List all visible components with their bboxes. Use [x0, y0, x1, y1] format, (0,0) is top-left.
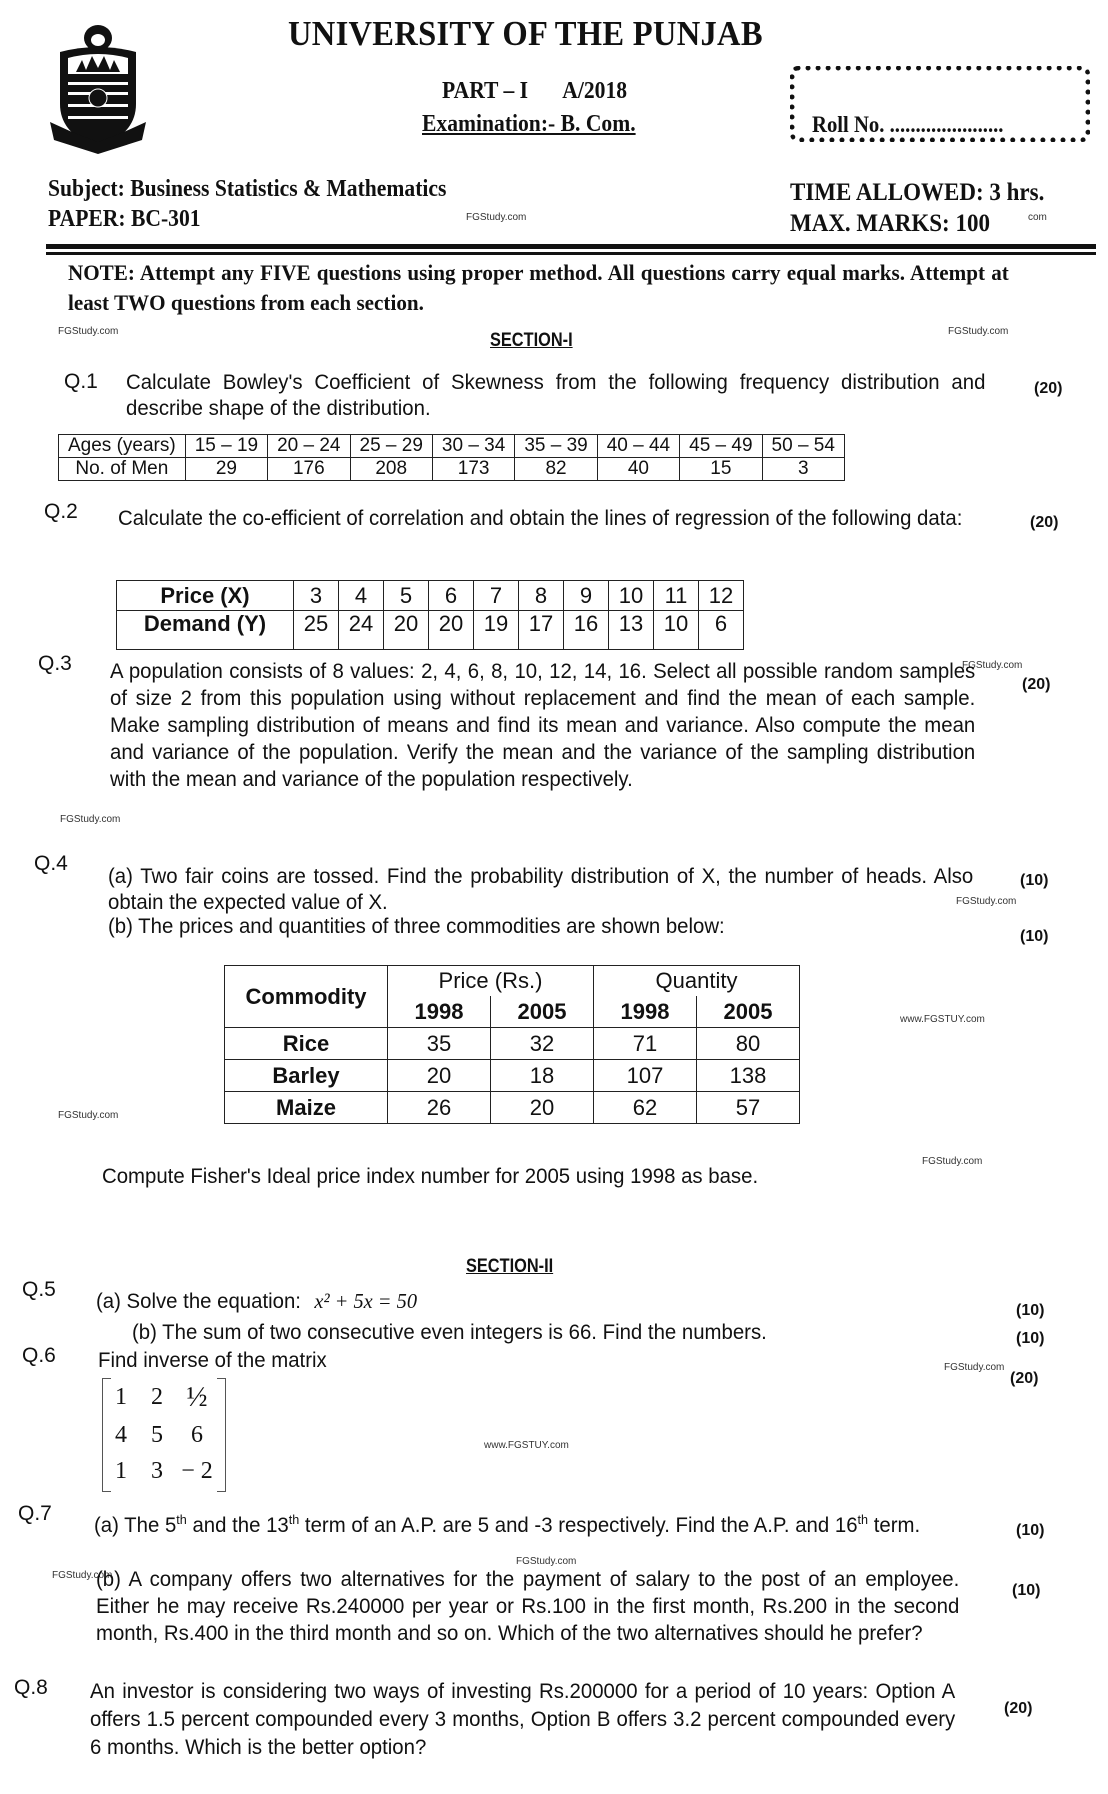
- part-label: PART – I: [442, 78, 529, 104]
- column-header: 2005: [491, 996, 594, 1028]
- column-header: Quantity: [594, 966, 800, 997]
- matrix-cell: 2: [151, 1384, 163, 1410]
- question-2-text: Calculate the co-efficient of correlation and obtain the lines of regression of the following data:: [118, 507, 963, 530]
- column-header: 1998: [594, 996, 697, 1028]
- table-row: [225, 1060, 800, 1092]
- watermark-text: FGStudy.com: [60, 814, 121, 825]
- question-marks: (20): [1030, 514, 1059, 531]
- table-cell: 173: [432, 458, 514, 481]
- price-demand-table: [116, 580, 744, 650]
- question-marks: (10): [1012, 1582, 1041, 1599]
- matrix-cell: 5: [151, 1422, 163, 1448]
- max-marks: MAX. MARKS: 100: [790, 210, 990, 237]
- question-number: Q.8: [14, 1676, 48, 1699]
- table-cell: 16: [564, 611, 609, 650]
- table-row: [225, 1092, 800, 1124]
- table-cell: 10: [609, 581, 654, 611]
- matrix-cell: 1: [115, 1384, 127, 1410]
- superscript: th: [288, 1512, 300, 1527]
- question-number: Q.2: [44, 500, 78, 523]
- table-cell: 20: [491, 1092, 594, 1124]
- question-marks: (10): [1016, 1330, 1045, 1347]
- table-cell: 32: [491, 1028, 594, 1060]
- watermark-text: FGStudy.com: [58, 1110, 119, 1121]
- table-cell: 57: [697, 1092, 800, 1124]
- roll-number-field[interactable]: Roll No. ......................: [812, 112, 1004, 137]
- question-5a-text: [96, 1288, 417, 1315]
- row-header: Rice: [225, 1028, 388, 1060]
- question-4b-text: (b) The prices and quantities of three commodities are shown below:: [108, 915, 725, 938]
- matrix-cell: 4: [115, 1422, 127, 1448]
- table-cell: 45 – 49: [680, 435, 762, 458]
- age-frequency-table: [58, 434, 845, 481]
- watermark-text: FGStudy.com: [466, 212, 527, 223]
- question-number: Q.4: [34, 852, 68, 875]
- table-cell: 18: [491, 1060, 594, 1092]
- matrix-right-bracket: [217, 1378, 226, 1492]
- table-cell: 10: [654, 611, 699, 650]
- matrix-cell: 3: [151, 1458, 163, 1484]
- row-header: Demand (Y): [117, 611, 294, 650]
- question-4b-instruction: Compute Fisher's Ideal price index number for 2005 using 1998 as base.: [102, 1165, 759, 1188]
- table-cell: 3: [762, 458, 844, 481]
- watermark-text: FGStudy.com: [944, 1362, 1005, 1373]
- row-header: Price (X): [117, 581, 294, 611]
- watermark-text: www.FGSTUY.com: [484, 1440, 569, 1451]
- table-cell: 20 – 24: [268, 435, 350, 458]
- question-8-text: An investor is considering two ways of investing Rs.200000 for a period of 10 years: Option A offers 1.5 percent compounded every 3 months, Option B offers 3.2 percent compounded every 6 months. Which is the better option?: [90, 1680, 956, 1759]
- question-3-text: A population consists of 8 values: 2, 4, 6, 8, 10, 12, 14, 16. Select all possible random samples of size 2 from this population using without replacement and find the mean of each sample. Make sampling distribution of means and find its mean and variance. Also compute the mean and variance of the population. Verify the mean and the variance of the sampling distribution with the mean and variance of the population respectively.: [110, 660, 976, 791]
- table-cell: 138: [697, 1060, 800, 1092]
- table-cell: 24: [339, 611, 384, 650]
- question-5a-label: (a) Solve the equation:: [96, 1290, 301, 1313]
- equation: x² + 5x = 50: [314, 1289, 418, 1313]
- question-marks: (10): [1016, 1302, 1045, 1319]
- table-cell: 12: [699, 581, 744, 611]
- university-crest-logo: [46, 22, 150, 156]
- table-cell: 11: [654, 581, 699, 611]
- table-cell: 40: [597, 458, 679, 481]
- column-header: 2005: [697, 996, 800, 1028]
- table-cell: 208: [350, 458, 432, 481]
- matrix-cell: − 2: [181, 1458, 213, 1484]
- table-cell: 35: [388, 1028, 491, 1060]
- question-4a-text: (a) Two fair coins are tossed. Find the probability distribution of X, the number of heads. Also obtain the expected value of X.: [108, 865, 974, 914]
- column-header: Price (Rs.): [388, 966, 594, 997]
- table-cell: 13: [609, 611, 654, 650]
- table-cell: 25: [294, 611, 339, 650]
- section-1-title: SECTION-I: [490, 330, 573, 351]
- table-row: [225, 966, 800, 997]
- superscript: th: [176, 1512, 187, 1527]
- paper-code: PAPER: BC-301: [48, 206, 201, 232]
- table-cell: 8: [519, 581, 564, 611]
- watermark-text: FGStudy.com: [52, 1570, 113, 1581]
- table-cell: 15 – 19: [185, 435, 267, 458]
- table-cell: 6: [699, 611, 744, 650]
- table-cell: 40 – 44: [597, 435, 679, 458]
- table-cell: 71: [594, 1028, 697, 1060]
- table-row: [59, 458, 845, 481]
- watermark-text: FGStudy.com: [948, 326, 1009, 337]
- question-5b-text: (b) The sum of two consecutive even integers is 66. Find the numbers.: [132, 1321, 767, 1344]
- question-6-text: Find inverse of the matrix: [98, 1349, 327, 1372]
- table-cell: 176: [268, 458, 350, 481]
- session-label: A/2018: [562, 78, 628, 104]
- column-header: 1998: [388, 996, 491, 1028]
- question-7b-text: (b) A company offers two alternatives for the payment of salary to the post of an employee. Either he may receive Rs.240000 per year or Rs.100 in the first month, Rs.200 in the second month, Rs.400 in the third month and so on. Which of the two alternatives should he prefer?: [96, 1568, 960, 1645]
- watermark-text: FGStudy.com: [516, 1556, 577, 1567]
- question-marks: (20): [1004, 1700, 1033, 1717]
- watermark-text: www.FGSTUY.com: [900, 1014, 985, 1025]
- question-marks: (20): [1022, 676, 1051, 693]
- exam-instructions: NOTE: Attempt any FIVE questions using proper method. All questions carry equal marks. Attempt at least TWO questions from each section.: [68, 260, 1009, 315]
- table-cell: 6: [429, 581, 474, 611]
- row-header: Barley: [225, 1060, 388, 1092]
- table-cell: 107: [594, 1060, 697, 1092]
- table-cell: 62: [594, 1092, 697, 1124]
- table-cell: 9: [564, 581, 609, 611]
- university-title: UNIVERSITY OF THE PUNJAB: [288, 14, 763, 53]
- table-cell: 4: [339, 581, 384, 611]
- text-run: term of an A.P. are 5 and -3 respectively. Find the A.P. and 16: [299, 1514, 858, 1537]
- header-divider: [46, 252, 1096, 255]
- table-cell: 82: [515, 458, 597, 481]
- table-cell: 20: [388, 1060, 491, 1092]
- question-number: Q.3: [38, 652, 72, 675]
- text-run: and the 13: [186, 1514, 289, 1537]
- column-header: Commodity: [225, 966, 388, 1028]
- matrix-cell: 1: [115, 1458, 127, 1484]
- question-marks: (20): [1034, 380, 1063, 397]
- watermark-text: FGStudy.com: [962, 660, 1023, 671]
- table-cell: 3: [294, 581, 339, 611]
- table-cell: 30 – 34: [432, 435, 514, 458]
- watermark-text: FGStudy.com: [956, 896, 1017, 907]
- row-header: Maize: [225, 1092, 388, 1124]
- table-row: [59, 435, 845, 458]
- examination-label: Examination:- B. Com.: [422, 111, 636, 137]
- superscript: th: [857, 1512, 869, 1527]
- question-marks: (10): [1016, 1522, 1045, 1539]
- question-marks: (10): [1020, 872, 1049, 889]
- exam-part: [442, 78, 627, 105]
- matrix-cell: 6: [191, 1422, 203, 1448]
- table-cell: 17: [519, 611, 564, 650]
- table-cell: 50 – 54: [762, 435, 844, 458]
- question-7a-text: [94, 1506, 967, 1539]
- table-cell: 80: [697, 1028, 800, 1060]
- table-cell: 19: [474, 611, 519, 650]
- table-cell: 20: [384, 611, 429, 650]
- table-cell: 15: [680, 458, 762, 481]
- table-cell: 7: [474, 581, 519, 611]
- header-divider: [46, 244, 1096, 249]
- table-row: [225, 1028, 800, 1060]
- question-marks: (10): [1020, 928, 1049, 945]
- text-run: (a) The 5: [94, 1514, 177, 1537]
- text-run: term.: [868, 1514, 921, 1537]
- question-marks: (20): [1010, 1370, 1039, 1387]
- matrix-cell: ½: [186, 1382, 208, 1413]
- watermark-text: com: [1028, 212, 1047, 223]
- question-number: Q.7: [18, 1502, 52, 1525]
- matrix-3x3: [96, 1378, 226, 1494]
- row-header: Ages (years): [59, 435, 186, 458]
- table-cell: 25 – 29: [350, 435, 432, 458]
- question-number: Q.6: [22, 1344, 56, 1367]
- time-allowed: TIME ALLOWED: 3 hrs.: [790, 179, 1045, 206]
- question-number: Q.1: [64, 370, 98, 393]
- row-header: No. of Men: [59, 458, 186, 481]
- table-cell: 5: [384, 581, 429, 611]
- table-cell: 20: [429, 611, 474, 650]
- table-cell: 26: [388, 1092, 491, 1124]
- question-1-text: Calculate Bowley's Coefficient of Skewness from the following frequency distribution and describe shape of the distribution.: [126, 371, 986, 420]
- table-cell: 29: [185, 458, 267, 481]
- subject-label: Subject: Business Statistics & Mathematics: [48, 176, 447, 202]
- table-row: [117, 611, 744, 650]
- watermark-text: FGStudy.com: [922, 1156, 983, 1167]
- section-2-title: SECTION-II: [466, 1256, 554, 1277]
- table-cell: 35 – 39: [515, 435, 597, 458]
- table-row: [117, 581, 744, 611]
- question-number: Q.5: [22, 1278, 56, 1301]
- watermark-text: FGStudy.com: [58, 326, 119, 337]
- commodity-price-quantity-table: [224, 965, 800, 1124]
